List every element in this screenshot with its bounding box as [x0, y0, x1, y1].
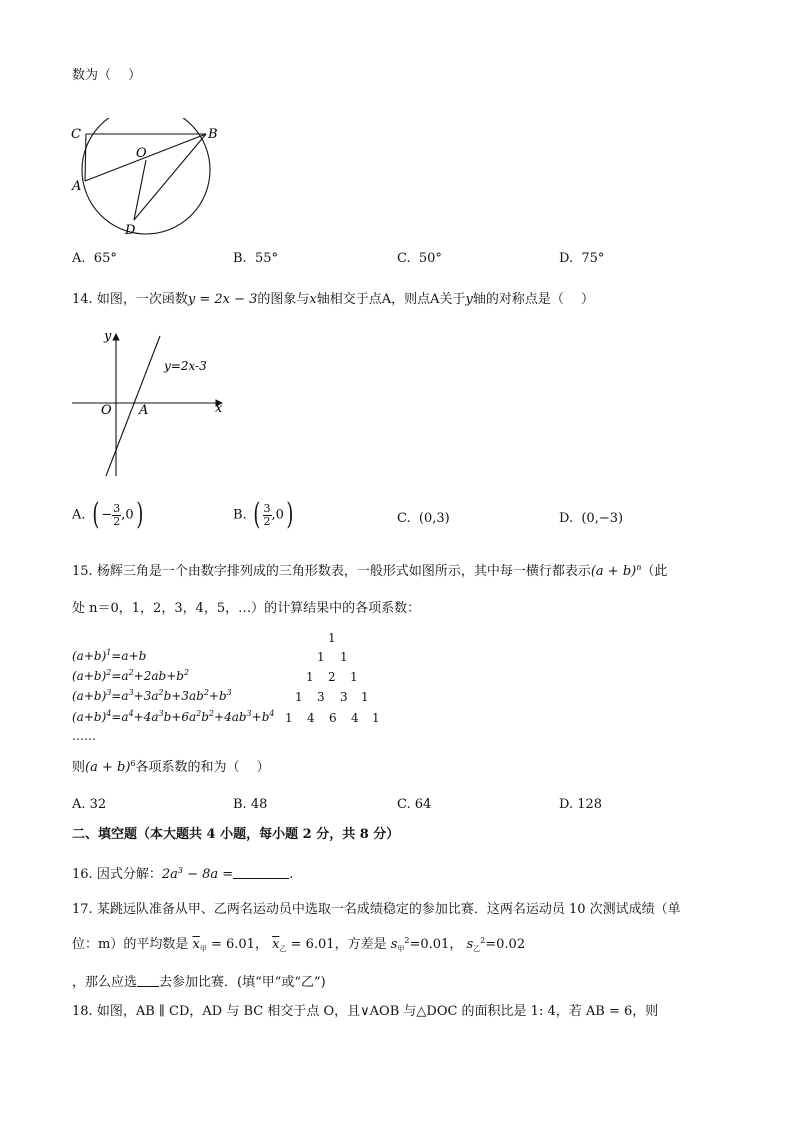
q13-option-d[interactable]	[559, 252, 604, 265]
pascal-cell: 4	[351, 711, 359, 725]
stem-text: 则	[72, 760, 86, 775]
q15-option-a[interactable]: A. 32	[72, 797, 107, 812]
square: 2	[480, 936, 486, 945]
pascal-cell: 1	[285, 711, 293, 725]
q15-ask	[72, 761, 270, 774]
question-number: 15.	[72, 564, 93, 579]
stem-text: 的图象与	[257, 292, 310, 307]
pascal-cell: 2	[328, 670, 336, 684]
exponent: n	[636, 563, 642, 572]
pascal-cell: 1	[372, 711, 380, 725]
stem-text: 去参加比赛．(填“甲”或“乙”)	[159, 975, 326, 990]
formula: y = 2x − 3	[187, 292, 258, 307]
stem-text: 轴的对称点是（ ）	[472, 292, 595, 307]
answer-blank[interactable]	[233, 866, 289, 879]
pascal-cell: 3	[340, 690, 348, 704]
question-number: 16.	[72, 867, 93, 882]
right-paren: )	[136, 497, 144, 532]
comma: ，	[449, 937, 463, 952]
circle-diagram	[66, 118, 222, 240]
fraction	[263, 503, 272, 527]
q17-line1	[72, 903, 681, 916]
subscript: 乙	[473, 945, 481, 953]
option-value: 55°	[254, 251, 278, 266]
variable: y	[465, 292, 473, 307]
radius-od	[134, 160, 146, 220]
pascal-cell: 1	[350, 670, 358, 684]
option-value: 50°	[418, 251, 442, 266]
q15-option-c[interactable]: C. 64	[397, 797, 432, 812]
period: .	[289, 867, 294, 882]
label-c: C	[71, 127, 81, 142]
pascal-cell: 4	[307, 711, 315, 725]
pascal-cell: 1	[295, 690, 303, 704]
exponent: 6	[130, 759, 136, 768]
variable: x	[309, 292, 317, 307]
q15-line2: 处 n＝0，1，2，3，4，5，…）的计算结果中的各项系数：	[72, 601, 421, 616]
answer-blank[interactable]	[137, 974, 159, 987]
option-letter: B.	[233, 251, 247, 266]
expansion-3: $(a+b)^3=a^3+3a^2b+3ab^2+b^3$	[72, 688, 232, 703]
option-letter: D.	[559, 251, 574, 266]
expansion-2: $(a+b)^2=a^2+2ab+b^2$	[72, 668, 190, 683]
chord-ca	[85, 134, 86, 181]
function-line	[106, 336, 160, 476]
q14-option-b[interactable]	[233, 497, 296, 532]
expression: (a + b)	[85, 760, 131, 775]
expansion-4: $(a+b)^4=a^4+4a^3b+6a^2b^2+4ab^3+b^4$	[72, 709, 275, 724]
expansion-1: $(a+b)^1=a+b$	[72, 648, 147, 663]
right-paren: )	[286, 497, 294, 532]
q14-option-d[interactable]	[559, 512, 623, 525]
q17-line2	[72, 938, 525, 951]
point-a-label: A	[139, 403, 149, 418]
q18-stem	[72, 1005, 658, 1018]
label-a: A	[72, 179, 82, 194]
expression: $2a^3 - 8a$ =	[161, 866, 234, 882]
coord-tail: ,0	[121, 507, 134, 523]
pascal-cell: 1	[328, 631, 336, 645]
stem-text: 如图，一次函数	[96, 292, 188, 307]
q14-stem	[72, 293, 594, 306]
question-number: 18.	[72, 1004, 93, 1019]
stem-text: ，那么应选	[72, 975, 138, 990]
subscript: 甲	[397, 945, 405, 953]
pascal-cell: 1	[317, 650, 325, 664]
stem-text: 轴相交于点A，则点A关于	[316, 292, 466, 307]
mean-value: = 6.01	[210, 937, 255, 952]
label-o: O	[136, 146, 147, 161]
subscript: 乙	[279, 945, 287, 953]
option-value: 65°	[93, 251, 117, 266]
option-value: (0,3)	[418, 511, 450, 526]
ellipsis: ……	[72, 729, 96, 743]
mean-jia: $\overline{x}$	[192, 937, 200, 952]
option-letter: A.	[72, 507, 86, 523]
coord-tail: ,0	[271, 507, 284, 523]
stem-text: ，方差是	[334, 937, 387, 952]
q16-stem	[72, 866, 293, 881]
q13-option-c[interactable]	[397, 252, 442, 265]
q17-line3	[72, 974, 326, 989]
option-letter: B.	[233, 507, 247, 523]
q15-option-b[interactable]: B. 48	[233, 797, 268, 812]
stem-text: （此	[641, 564, 668, 579]
minus-sign: −	[101, 507, 113, 523]
comma: ，	[254, 937, 268, 952]
variance-value: =0.01	[409, 937, 450, 952]
question-number: 17.	[72, 902, 93, 917]
pascal-cell: 1	[361, 690, 369, 704]
q13-option-a[interactable]	[72, 252, 117, 265]
mean-value: = 6.01	[290, 937, 335, 952]
q14-option-a[interactable]	[72, 497, 145, 532]
q13-stem-tail: 数为（ ）	[72, 68, 142, 83]
circle	[82, 118, 210, 234]
variance-value: =0.02	[485, 937, 526, 952]
denominator: 2	[113, 514, 121, 528]
label-b: B	[208, 127, 218, 142]
origin-label: O	[101, 403, 112, 418]
question-number: 14.	[72, 292, 93, 307]
pascal-cell: 3	[317, 690, 325, 704]
numerator: 3	[263, 501, 271, 515]
pascal-cell: 1	[306, 670, 314, 684]
option-letter: A.	[72, 251, 86, 266]
q15-line1	[72, 565, 667, 578]
option-letter: D.	[559, 511, 574, 526]
linear-function-graph	[68, 326, 238, 478]
mean-yi: $\overline{x}$	[272, 937, 280, 952]
variance-yi: s	[466, 937, 474, 952]
pascal-cell: 1	[340, 650, 348, 664]
option-value: (0,−3)	[581, 511, 624, 526]
pascal-cell: 6	[329, 711, 337, 725]
square: 2	[404, 936, 410, 945]
option-letter: C.	[397, 251, 411, 266]
stem-text: 如图，AB ∥ CD，AD 与 BC 相交于点 O，且∨AOB 与△DOC 的面积比是 1: 4，若 AB = 6，则	[96, 1004, 659, 1019]
x-axis-label: x	[215, 401, 223, 416]
q14-option-c[interactable]	[397, 512, 450, 525]
left-paren: (	[253, 497, 261, 532]
variance-jia: s	[390, 937, 398, 952]
expression: (a + b)	[590, 564, 637, 579]
denominator: 2	[263, 514, 271, 528]
stem-text: 某跳远队准备从甲、乙两名运动员中选取一名成绩稳定的参加比赛．这两名运动员 10 次测试成绩（单	[96, 902, 681, 917]
left-paren: (	[92, 497, 100, 532]
y-axis-label: y	[104, 329, 112, 344]
q15-option-d[interactable]: D. 128	[559, 797, 603, 812]
q13-option-b[interactable]	[233, 252, 278, 265]
section-heading: 二、填空题（本大题共 4 小题，每小题 2 分，共 8 分）	[72, 827, 400, 842]
option-letter: C.	[397, 511, 411, 526]
subscript: 甲	[199, 945, 207, 953]
numerator: 3	[113, 501, 121, 515]
line-label: y=2x-3	[164, 359, 207, 373]
stem-text: 杨辉三角是一个由数字排列成的三角形数表，一般形式如图所示，其中每一横行都表示	[96, 564, 591, 579]
label-d: D	[125, 223, 136, 238]
stem-text: 位：m）的平均数是	[72, 937, 189, 952]
option-value: 75°	[581, 251, 605, 266]
stem-text: 各项系数的和为（ ）	[135, 760, 270, 775]
fraction	[112, 503, 121, 527]
stem-text: 因式分解：	[96, 867, 162, 882]
